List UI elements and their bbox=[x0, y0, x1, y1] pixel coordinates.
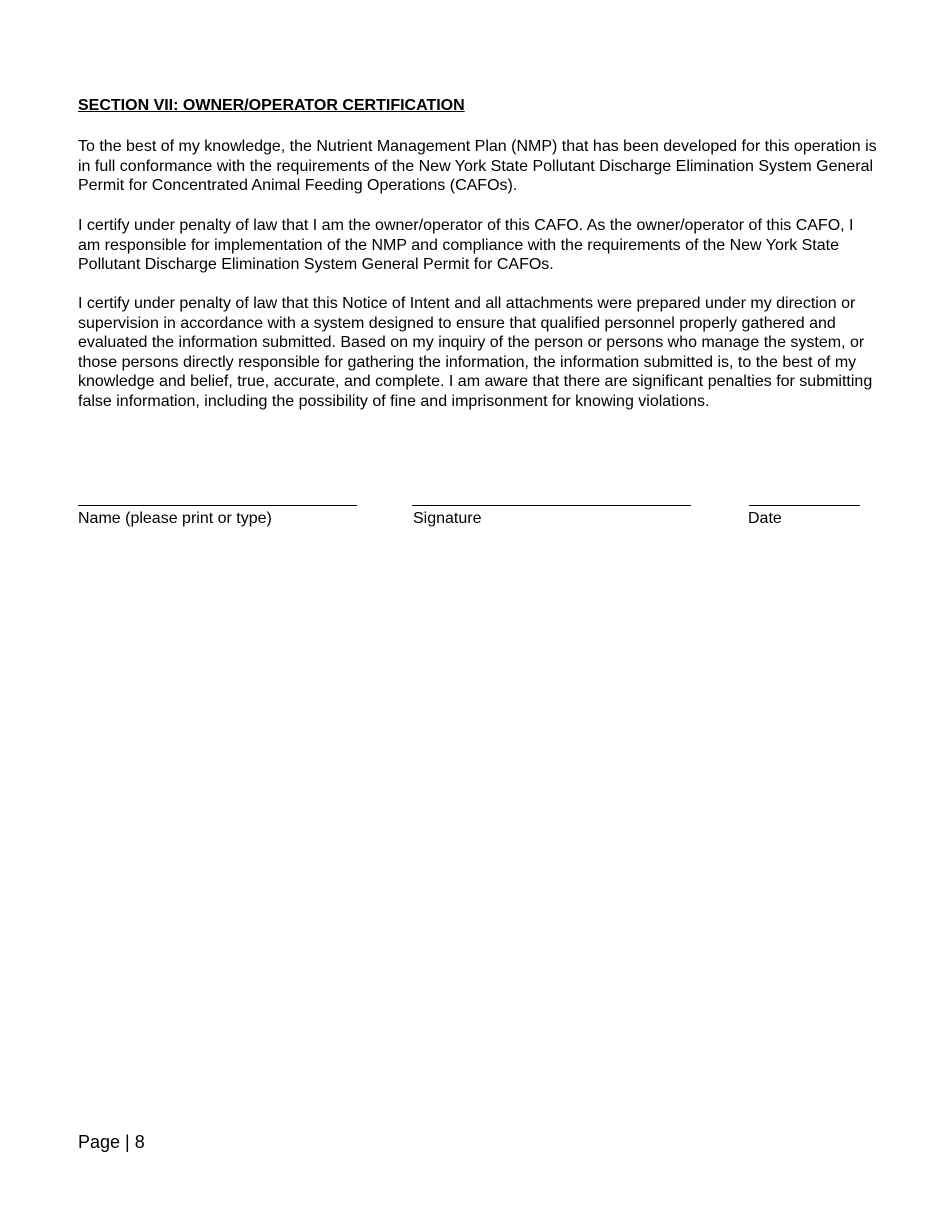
nmp-conformance-paragraph: To the best of my knowledge, the Nutrient Management Plan (NMP) that has been developed for this operation is in full conformance with the requirements of the New York State Pollutant Discharge Elimination System General Permit for Concentrated Animal Feeding Operations (CAFOs). bbox=[78, 138, 877, 195]
page-number: Page | 8 bbox=[78, 1132, 145, 1152]
date-label: Date bbox=[748, 510, 782, 527]
date-signature-line bbox=[749, 505, 860, 506]
name-label: Name (please print or type) bbox=[78, 510, 272, 527]
certification-paragraph: I certify under penalty of law that this Notice of Intent and all attachments were prepared under my direction or supervision in accordance with a system designed to ensure that qualified personnel properly gathered and evaluated the information submitted. Based on my inquiry of the person or persons who manage the system, or those persons directly responsible for gathering the information, the information submitted is, to the best of my knowledge and belief, true, accurate, and complete. I am aware that there are significant penalties for submitting false information, including the possibility of fine and imprisonment for knowing violations. bbox=[78, 295, 873, 410]
owner-responsibility-paragraph: I certify under penalty of law that I am the owner/operator of this CAFO. As the owner/operator of this CAFO, I am responsible for implementation of the NMP and compliance with the requirements of the New York State Pollutant Discharge Elimination System General Permit for CAFOs. bbox=[78, 217, 854, 274]
name-signature-line bbox=[78, 505, 357, 506]
section-heading: SECTION VII: OWNER/OPERATOR CERTIFICATION bbox=[78, 97, 465, 114]
signature-line bbox=[412, 505, 691, 506]
signature-label: Signature bbox=[413, 510, 482, 527]
